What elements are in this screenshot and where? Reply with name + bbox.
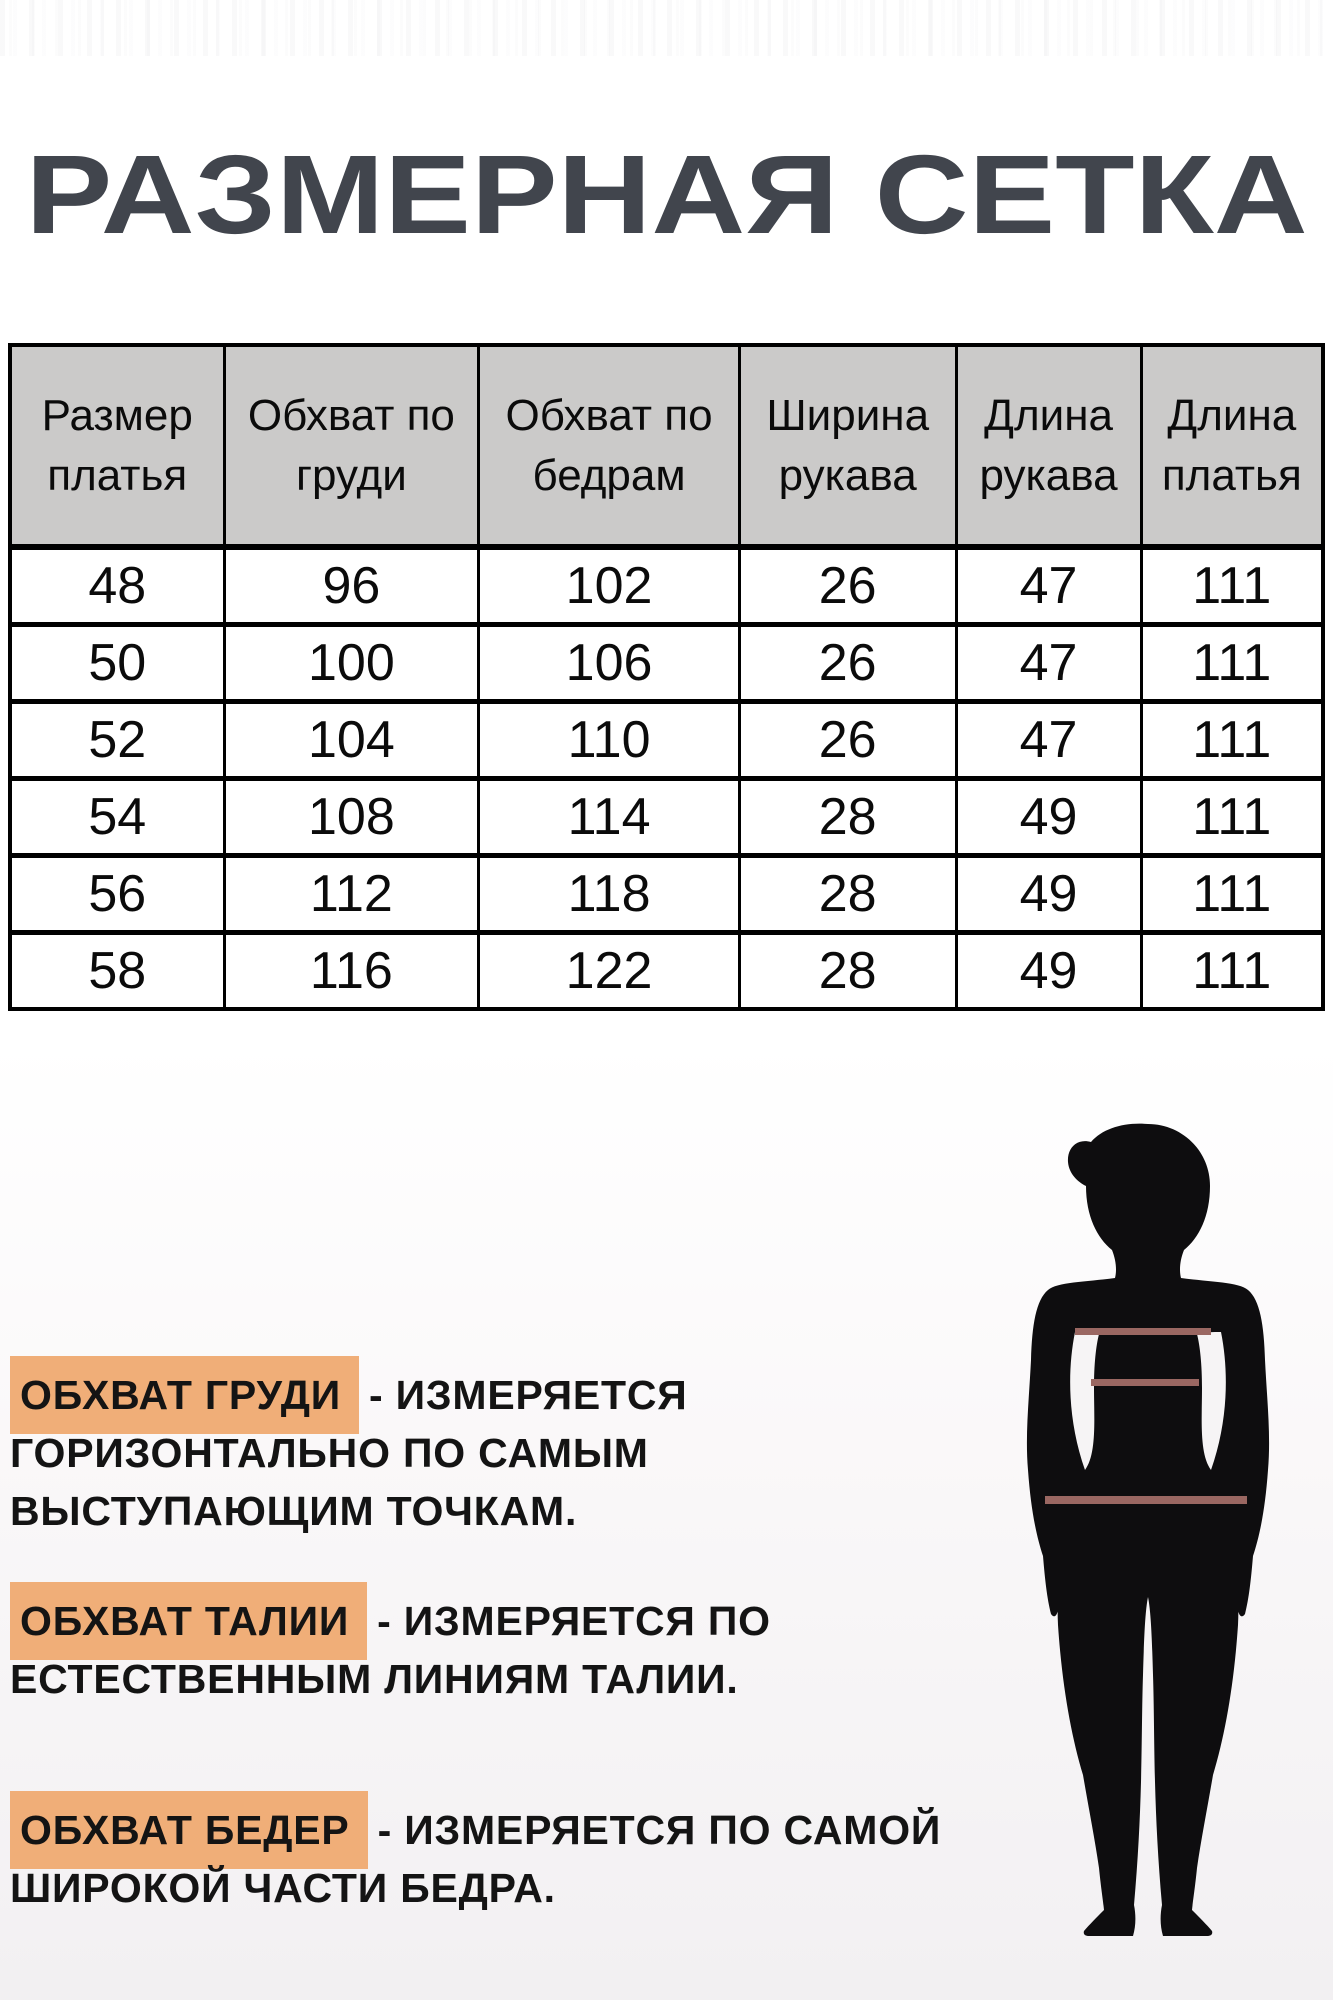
column-header-sleeve-length: Длина рукава bbox=[956, 345, 1141, 547]
cell-chest: 96 bbox=[224, 547, 479, 625]
measurement-block-waist bbox=[10, 1592, 771, 1708]
cell-sleeve-length: 47 bbox=[956, 702, 1141, 779]
cell-chest: 100 bbox=[224, 625, 479, 702]
measurement-text: ГОРИЗОНТАЛЬНО ПО САМЫМ bbox=[10, 1430, 649, 1476]
cell-sleeve-length: 49 bbox=[956, 779, 1141, 856]
cell-size: 48 bbox=[10, 547, 224, 625]
column-header-hips: Обхват по бедрам bbox=[479, 345, 740, 547]
measurement-text: - ИЗМЕРЯЕТСЯ ПО САМОЙ bbox=[377, 1807, 942, 1853]
page-title-text: РАЗМЕРНАЯ СЕТКА bbox=[25, 132, 1308, 258]
cell-hips: 102 bbox=[479, 547, 740, 625]
column-header-dress-length: Длина платья bbox=[1141, 345, 1323, 547]
highlight-label-hips: ОБХВАТ БЕДЕР bbox=[10, 1791, 368, 1869]
measurement-block-hips bbox=[10, 1801, 941, 1917]
cell-dress-length: 111 bbox=[1141, 625, 1323, 702]
cell-hips: 122 bbox=[479, 933, 740, 1010]
cell-chest: 112 bbox=[224, 856, 479, 933]
table-row bbox=[10, 856, 1323, 933]
cell-hips: 110 bbox=[479, 702, 740, 779]
cell-sleeve-length: 47 bbox=[956, 547, 1141, 625]
table-row bbox=[10, 779, 1323, 856]
cell-dress-length: 111 bbox=[1141, 702, 1323, 779]
cell-dress-length: 111 bbox=[1141, 779, 1323, 856]
cell-size: 54 bbox=[10, 779, 224, 856]
measurement-block-chest bbox=[10, 1366, 688, 1540]
cell-sleeve-width: 26 bbox=[739, 702, 956, 779]
highlight-label-chest: ОБХВАТ ГРУДИ bbox=[10, 1356, 359, 1434]
table-row bbox=[10, 625, 1323, 702]
table-row bbox=[10, 547, 1323, 625]
cell-size: 52 bbox=[10, 702, 224, 779]
cell-dress-length: 111 bbox=[1141, 933, 1323, 1010]
cell-sleeve-width: 28 bbox=[739, 933, 956, 1010]
table-row bbox=[10, 933, 1323, 1010]
hip-measure-line bbox=[1045, 1496, 1247, 1504]
measurement-text: ВЫСТУПАЮЩИМ ТОЧКАМ. bbox=[10, 1488, 578, 1534]
cell-chest: 116 bbox=[224, 933, 479, 1010]
woman-silhouette-figure bbox=[998, 1120, 1298, 1950]
table-header-row bbox=[10, 345, 1323, 547]
column-header-chest: Обхват по груди bbox=[224, 345, 479, 547]
measurement-text: ШИРОКОЙ ЧАСТИ БЕДРА. bbox=[10, 1865, 556, 1911]
table-row bbox=[10, 702, 1323, 779]
cell-dress-length: 111 bbox=[1141, 856, 1323, 933]
measurement-text: - ИЗМЕРЯЕТСЯ ПО bbox=[377, 1598, 771, 1644]
size-table bbox=[8, 343, 1325, 1011]
cell-dress-length: 111 bbox=[1141, 547, 1323, 625]
cell-sleeve-width: 28 bbox=[739, 779, 956, 856]
cell-size: 50 bbox=[10, 625, 224, 702]
waist-measure-line bbox=[1091, 1379, 1199, 1386]
cell-sleeve-width: 26 bbox=[739, 625, 956, 702]
cell-size: 56 bbox=[10, 856, 224, 933]
top-edge-artifacts bbox=[0, 0, 1333, 56]
woman-silhouette-svg bbox=[998, 1120, 1298, 1950]
cell-chest: 108 bbox=[224, 779, 479, 856]
chest-measure-line bbox=[1075, 1328, 1211, 1335]
cell-sleeve-width: 28 bbox=[739, 856, 956, 933]
cell-hips: 114 bbox=[479, 779, 740, 856]
cell-sleeve-width: 26 bbox=[739, 547, 956, 625]
cell-sleeve-length: 49 bbox=[956, 933, 1141, 1010]
cell-sleeve-length: 47 bbox=[956, 625, 1141, 702]
cell-hips: 106 bbox=[479, 625, 740, 702]
page-title bbox=[0, 133, 1333, 256]
highlight-label-waist: ОБХВАТ ТАЛИИ bbox=[10, 1582, 367, 1660]
column-header-size: Размер платья bbox=[10, 345, 224, 547]
measurement-text: - ИЗМЕРЯЕТСЯ bbox=[369, 1372, 688, 1418]
cell-chest: 104 bbox=[224, 702, 479, 779]
cell-sleeve-length: 49 bbox=[956, 856, 1141, 933]
column-header-sleeve-width: Ширина рукава bbox=[739, 345, 956, 547]
silhouette-body bbox=[1027, 1124, 1269, 1936]
cell-size: 58 bbox=[10, 933, 224, 1010]
cell-hips: 118 bbox=[479, 856, 740, 933]
measurement-text: ЕСТЕСТВЕННЫМ ЛИНИЯМ ТАЛИИ. bbox=[10, 1656, 739, 1702]
